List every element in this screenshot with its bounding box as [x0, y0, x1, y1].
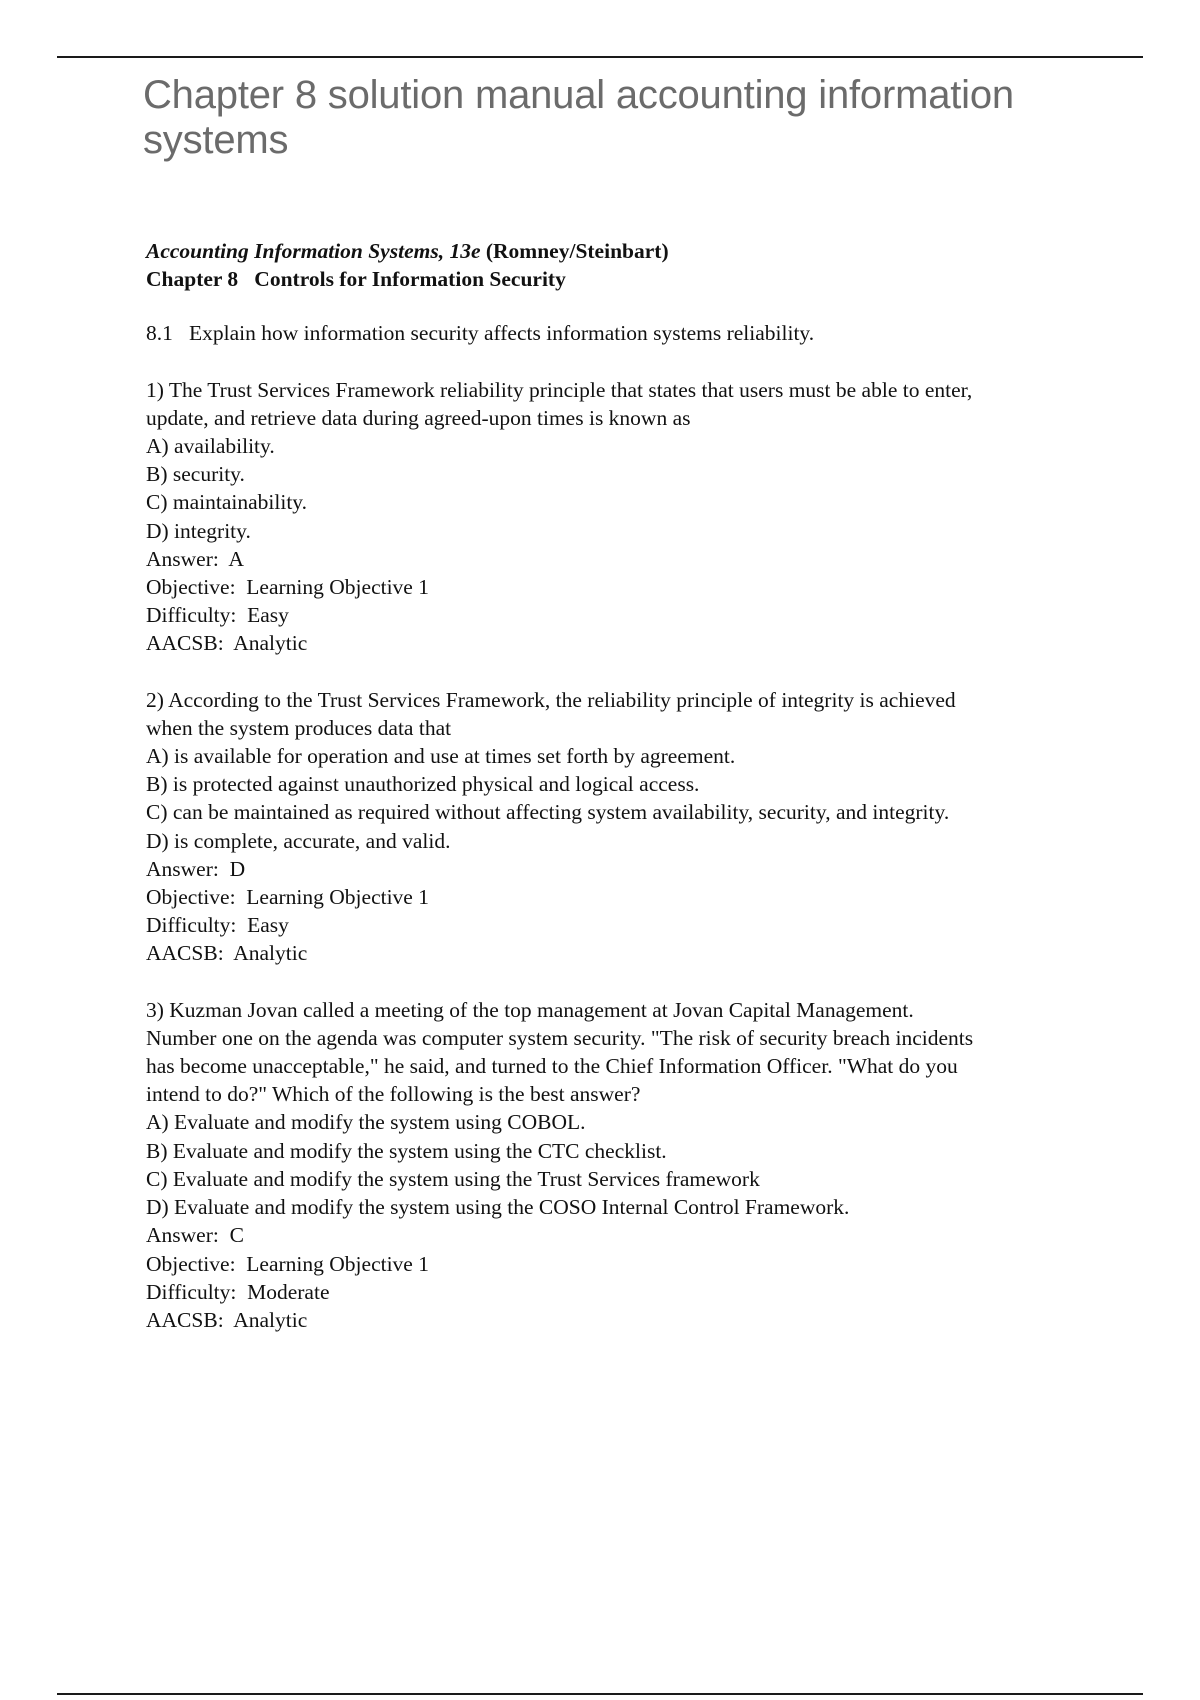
answer-option-a: A) availability.: [146, 434, 275, 459]
question-1: [146, 376, 1126, 658]
book-title: Accounting Information Systems, 13e: [146, 239, 481, 263]
difficulty-meta: Difficulty: Easy: [146, 603, 289, 628]
question-stem-line: 1) The Trust Services Framework reliability principle that states that users must be able to enter,: [146, 377, 973, 402]
answer-option-b: B) Evaluate and modify the system using the CTC checklist.: [146, 1138, 667, 1163]
book-heading: [146, 237, 1126, 293]
aacsb-meta: AACSB: Analytic: [146, 1307, 308, 1332]
answer-option-d: D) Evaluate and modify the system using the COSO Internal Control Framework.: [146, 1195, 850, 1220]
answer-option-b: B) is protected against unauthorized physical and logical access.: [146, 772, 700, 797]
answer-key: Answer: D: [146, 856, 246, 881]
question-stem-line: intend to do?" Which of the following is the best answer?: [146, 1082, 641, 1107]
question-3: [146, 996, 1126, 1334]
question-stem-line: update, and retrieve data during agreed-upon times is known as: [146, 405, 691, 430]
answer-option-d: D) integrity.: [146, 518, 251, 543]
difficulty-meta: Difficulty: Easy: [146, 913, 289, 938]
aacsb-meta: AACSB: Analytic: [146, 631, 308, 656]
question-stem-line: Number one on the agenda was computer system security. "The risk of security breach incidents: [146, 1025, 974, 1050]
difficulty-meta: Difficulty: Moderate: [146, 1279, 330, 1304]
learning-objective-statement: 8.1 Explain how information security affects information systems reliability.: [146, 321, 815, 346]
top-divider: [57, 56, 1143, 58]
question-stem-line: when the system produces data that: [146, 715, 452, 740]
aacsb-meta: AACSB: Analytic: [146, 941, 308, 966]
document-body: [146, 237, 1126, 1334]
book-authors: (Romney/Steinbart): [485, 239, 669, 263]
page-title: Chapter 8 solution manual accounting information systems: [143, 73, 1014, 162]
answer-option-d: D) is complete, accurate, and valid.: [146, 828, 451, 853]
answer-option-b: B) security.: [146, 462, 245, 487]
answer-option-c: C) Evaluate and modify the system using the Trust Services framework: [146, 1166, 760, 1191]
answer-option-a: A) Evaluate and modify the system using COBOL.: [146, 1110, 586, 1135]
answer-key: Answer: C: [146, 1223, 244, 1248]
bottom-divider: [57, 1693, 1143, 1695]
question-stem-line: 3) Kuzman Jovan called a meeting of the top management at Jovan Capital Management.: [146, 997, 914, 1022]
answer-option-c: C) can be maintained as required without affecting system availability, security, and integrity.: [146, 800, 950, 825]
objective-meta: Objective: Learning Objective 1: [146, 575, 429, 600]
answer-key: Answer: A: [146, 546, 244, 571]
answer-option-c: C) maintainability.: [146, 490, 308, 515]
question-stem-line: 2) According to the Trust Services Framework, the reliability principle of integrity is achieved: [146, 687, 956, 712]
objective-meta: Objective: Learning Objective 1: [146, 1251, 429, 1276]
question-stem-line: has become unacceptable," he said, and turned to the Chief Information Officer. "What do you: [146, 1054, 958, 1079]
question-2: [146, 686, 1126, 968]
chapter-heading: Chapter 8 Controls for Information Security: [146, 267, 566, 292]
answer-option-a: A) is available for operation and use at times set forth by agreement.: [146, 744, 736, 769]
book-citation: [146, 237, 1126, 265]
objective-meta: Objective: Learning Objective 1: [146, 885, 429, 910]
